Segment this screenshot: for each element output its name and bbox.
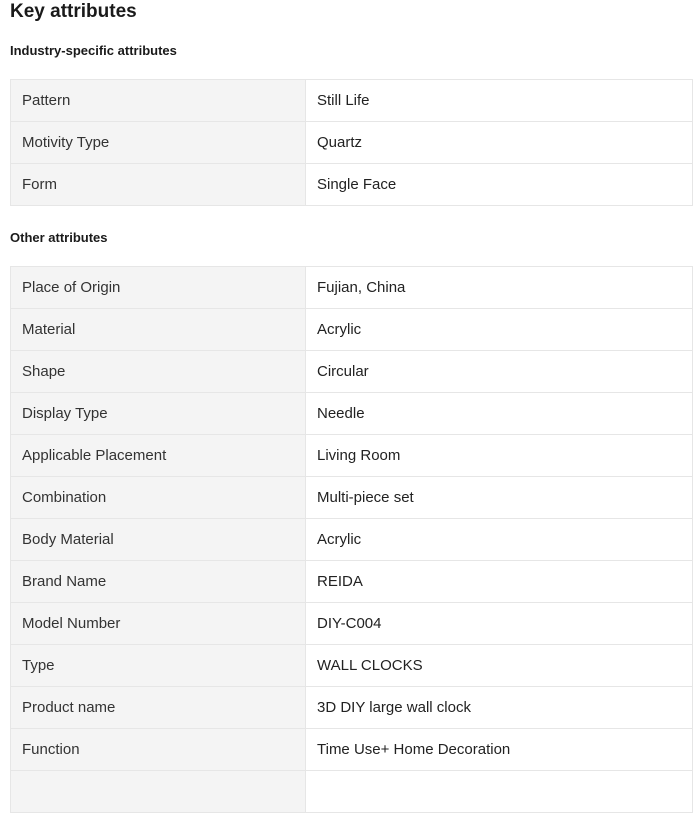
other-attributes-table <box>10 266 693 813</box>
attribute-label: Combination <box>11 477 306 519</box>
table-row <box>11 645 693 687</box>
table-row <box>11 122 693 164</box>
attribute-value: Time Use+ Home Decoration <box>306 729 693 771</box>
attribute-value: Still Life <box>306 80 693 122</box>
attribute-value: WALL CLOCKS <box>306 645 693 687</box>
table-row <box>11 561 693 603</box>
attribute-label: Material <box>11 309 306 351</box>
attribute-label: Display Type <box>11 393 306 435</box>
table-row <box>11 309 693 351</box>
attribute-value: Quartz <box>306 122 693 164</box>
attribute-value: Fujian, China <box>306 267 693 309</box>
attribute-value: Circular <box>306 351 693 393</box>
attribute-value: Single Face <box>306 164 693 206</box>
attribute-label: Pattern <box>11 80 306 122</box>
page-title: Key attributes <box>10 1 137 22</box>
attribute-label <box>11 771 306 813</box>
table-row <box>11 477 693 519</box>
attribute-label: Function <box>11 729 306 771</box>
attribute-label: Motivity Type <box>11 122 306 164</box>
table-row <box>11 267 693 309</box>
attribute-value: DIY-C004 <box>306 603 693 645</box>
table-row <box>11 519 693 561</box>
attribute-label: Brand Name <box>11 561 306 603</box>
table-row <box>11 771 693 813</box>
industry-attributes-table <box>10 79 693 206</box>
attribute-label: Form <box>11 164 306 206</box>
table-row <box>11 393 693 435</box>
attribute-label: Type <box>11 645 306 687</box>
other-section-title: Other attributes <box>10 230 108 245</box>
table-row <box>11 687 693 729</box>
attribute-label: Applicable Placement <box>11 435 306 477</box>
table-row <box>11 80 693 122</box>
attribute-value: Living Room <box>306 435 693 477</box>
attribute-label: Product name <box>11 687 306 729</box>
attribute-label: Model Number <box>11 603 306 645</box>
attribute-label: Shape <box>11 351 306 393</box>
attribute-value <box>306 771 693 813</box>
attribute-value: REIDA <box>306 561 693 603</box>
industry-section-title: Industry-specific attributes <box>10 43 177 58</box>
attribute-value: 3D DIY large wall clock <box>306 687 693 729</box>
table-row <box>11 435 693 477</box>
attribute-label: Body Material <box>11 519 306 561</box>
table-row <box>11 603 693 645</box>
attribute-value: Multi-piece set <box>306 477 693 519</box>
table-row <box>11 729 693 771</box>
table-row <box>11 164 693 206</box>
attribute-value: Needle <box>306 393 693 435</box>
table-row <box>11 351 693 393</box>
attribute-label: Place of Origin <box>11 267 306 309</box>
attribute-value: Acrylic <box>306 309 693 351</box>
attribute-value: Acrylic <box>306 519 693 561</box>
